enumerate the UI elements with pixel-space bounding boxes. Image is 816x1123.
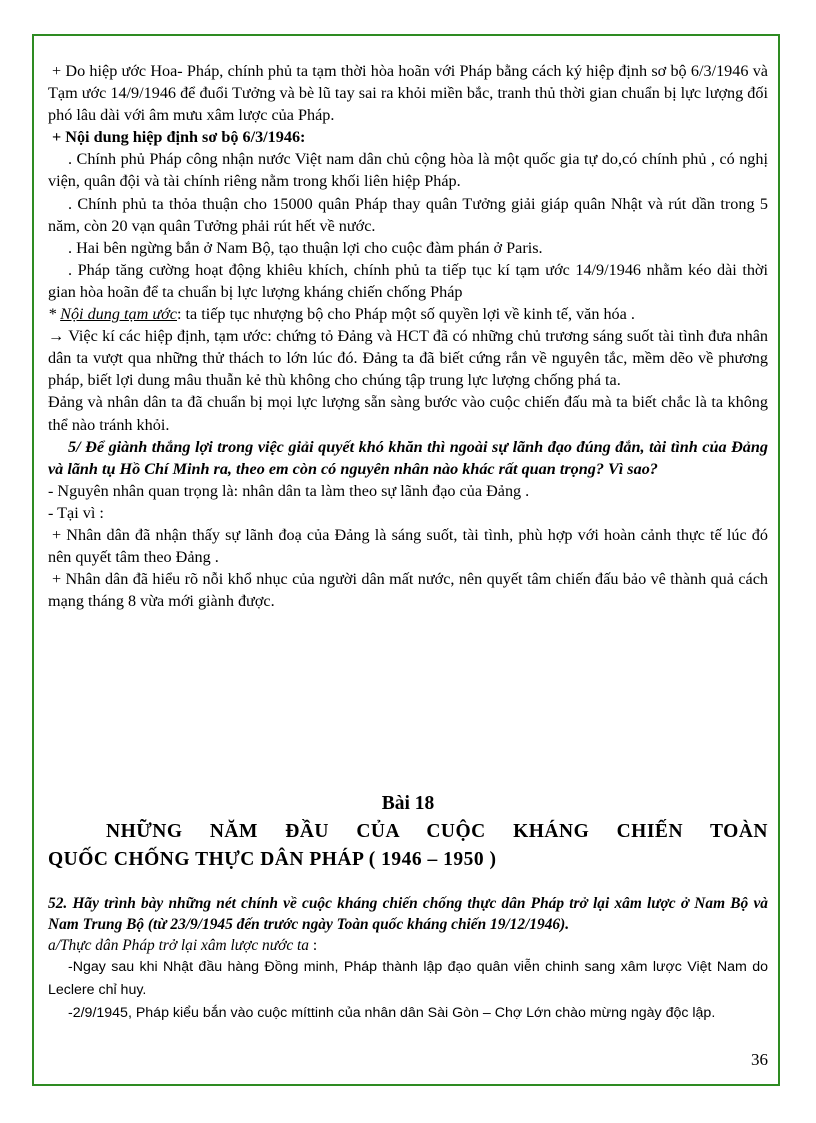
question-5: 5/ Để giành thắng lợi trong việc giải quyết khó khăn thì ngoài sự lãnh đạo đúng đắn, tài tình của Đảng và lãnh tụ Hồ Chí Minh ra, theo em còn có nguyên nhân nào khác rất quan trọng? Vì sao? <box>48 437 768 478</box>
paragraph-conclusion: Đảng và nhân dân ta đã chuẩn bị mọi lực lượng sẵn sàng bước vào cuộc chiến đấu mà ta biết chắc là ta không thể nào tránh khỏi. <box>48 393 768 434</box>
list-item: . Chính phủ Pháp công nhận nước Việt nam dân chủ cộng hòa là một quốc gia tự do,có chính phủ , có nghị viện, quân đội và tài chính riêng nằm trong khối liên hiệp Pháp. <box>48 150 768 191</box>
answer-line: + Nhân dân đã nhận thấy sự lãnh đoạ của Đảng là sáng suốt, tài tình, phù hợp với hoàn cảnh thực tế lúc đó nên quyết tâm theo Đảng . <box>48 525 768 567</box>
list-item: -2/9/1945, Pháp kiểu bắn vào cuộc míttinh của nhân dân Sài Gòn – Chợ Lớn chào mừng ngày độc lập. <box>68 1005 716 1021</box>
answer-line: - Nguyên nhân quan trọng là: nhân dân ta làm theo sự lãnh đạo của Đảng . <box>48 481 530 500</box>
answer-line: + Nhân dân đã hiểu rõ nỗi khổ nhục của người dân mất nước, nên quyết tâm chiến đấu bảo vê thành quả cách mạng tháng 8 vừa mới giành được. <box>48 570 768 611</box>
list-item: . Chính phủ ta thỏa thuận cho 15000 quân Pháp thay quân Tưởng giải giáp quân Nhật và rút dần trong 5 năm, còn 20 vạn quân Tưởng phải rút hết về nước. <box>48 194 768 235</box>
list-item: -Ngay sau khi Nhật đầu hàng Đồng minh, Pháp thành lập đạo quân viễn chinh sang xâm lược Việt Nam do Leclere chỉ huy. <box>48 959 768 998</box>
list-item: . Hai bên ngừng bắn ở Nam Bộ, tạo thuận lợi cho cuộc đàm phán ở Paris. <box>68 238 543 257</box>
lesson-title-block <box>48 790 768 874</box>
subheading-a: a/Thực dân Pháp trở lại xâm lược nước ta : <box>48 937 318 954</box>
paragraph-hoa-hoan: + Do hiệp ước Hoa- Pháp, chính phủ ta tạm thời hòa hoãn với Pháp bằng cách ký hiệp định sơ bộ 6/3/1946 và Tạm ước 14/9/1946 để đuổi Tưởng và bè lũ tay sai ra khỏi miền bắc, tranh thủ thời gian chuẩn bị lực lượng đối phó lâu dài với âm mưu xâm lược của Pháp. <box>48 62 768 125</box>
lesson-number: Bài 18 <box>381 793 435 814</box>
main-text <box>48 60 768 612</box>
lesson-heading: NHỮNG NĂM ĐẦU CỦA CUỘC KHÁNG CHIẾN TOÀN QUỐC CHỐNG THỰC DÂN PHÁP ( 1946 – 1950 ) <box>48 821 768 870</box>
page-number: 36 <box>751 1050 768 1069</box>
paragraph-tam-uoc: * Nội dung tạm ước: ta tiếp tục nhượng bộ cho Pháp một số quyền lợi về kinh tế, văn hóa . <box>48 305 635 324</box>
list-item: . Pháp tăng cường hoạt động khiêu khích, chính phủ ta tiếp tục kí tạm ước 14/9/1946 nhằm kéo dài thời gian hòa hoãn để ta chuẩn bị lực lượng kháng chiến chống Pháp <box>48 260 768 301</box>
answer-line: - Tại vì : <box>48 503 104 522</box>
question-52-block <box>48 893 768 1025</box>
paragraph-conclusion: → Việc kí các hiệp định, tạm ước: chứng tỏ Đảng và HCT đã có những chủ trương sáng suốt tài tình đưa nhân dân ta vượt qua những thử thách to lớn lúc đó. Đảng ta đã biết cứng rắn về nguyên tắc, mềm dẽo về phương pháp, biết lợi dung mâu thuẫn kẻ thù không cho chúng tập trung lực lượng chống phá ta. <box>48 327 768 390</box>
question-52: 52. Hãy trình bày những nét chính về cuộc kháng chiến chống thực dân Pháp trở lại xâm lược ở Nam Bộ và Nam Trung Bộ (từ 23/9/1945 đến trước ngày Toàn quốc kháng chiến 19/12/1946). <box>48 895 768 933</box>
heading-noi-dung-hiep-dinh: + Nội dung hiệp định sơ bộ 6/3/1946: <box>52 128 306 147</box>
